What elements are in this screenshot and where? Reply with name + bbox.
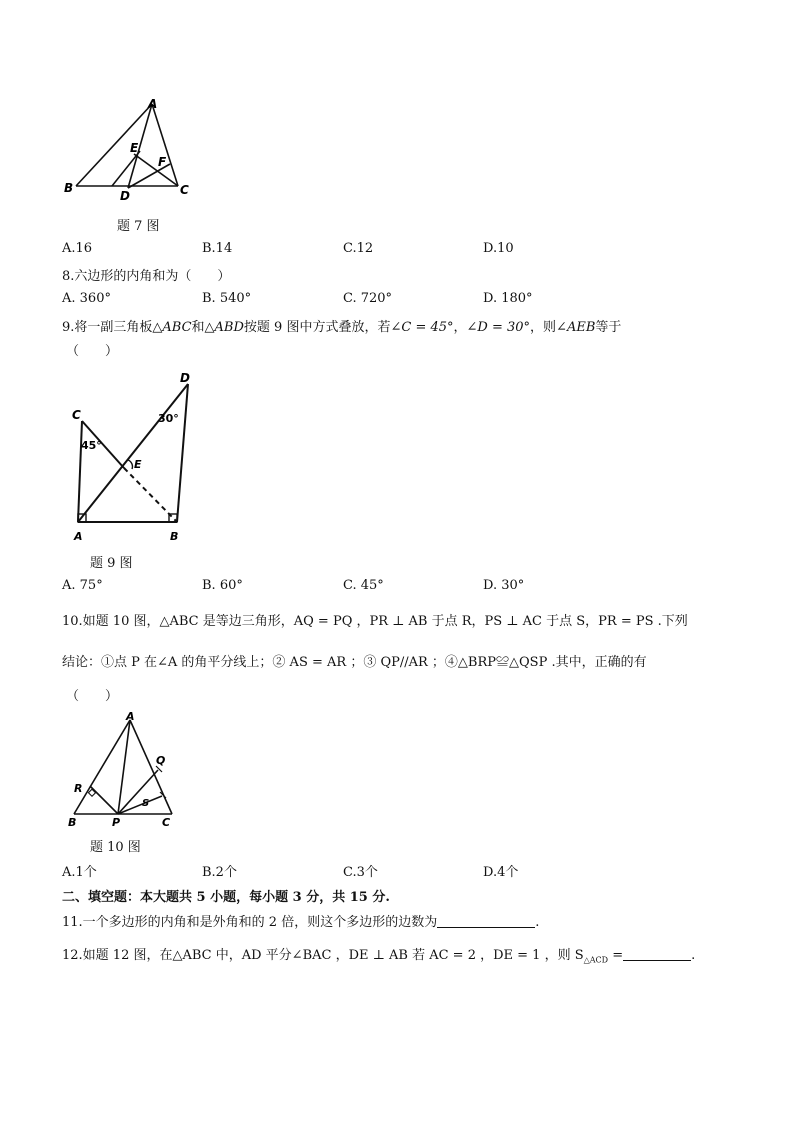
q7-option-d[interactable]: D.10: [483, 241, 514, 256]
fig9-label-c: C: [72, 408, 81, 422]
q12-sub: △ACD: [583, 955, 609, 965]
fig10-caption: 题 10 图: [90, 840, 141, 855]
fig9-label-b: B: [170, 530, 179, 543]
fig7-caption: 题 7 图: [117, 219, 160, 234]
q10-option-d[interactable]: D.4个: [483, 865, 519, 880]
q12-answer-blank[interactable]: [623, 947, 691, 961]
q10-option-a[interactable]: A.1个: [62, 865, 97, 880]
fig7-label-d: D: [120, 189, 130, 203]
fig9-label-d: D: [180, 371, 190, 385]
figure-10: [62, 708, 182, 830]
q9-option-c[interactable]: C. 45°: [343, 578, 384, 593]
q9-stem-d: ，则∠: [530, 320, 567, 335]
figure-9: [62, 368, 202, 546]
q9-ang-d: D = 30°: [477, 320, 531, 335]
fig9-caption: 题 9 图: [90, 556, 133, 571]
q11-answer-blank[interactable]: [437, 914, 535, 928]
fig9-angle-30: 30°: [158, 412, 179, 425]
fig7-label-a: A: [148, 97, 158, 111]
q8-option-c[interactable]: C. 720°: [343, 291, 393, 306]
q12-end: .: [691, 948, 696, 963]
q10-option-b[interactable]: B.2个: [202, 865, 237, 880]
q9-stem: [62, 316, 621, 335]
q8-option-d[interactable]: D. 180°: [483, 291, 533, 306]
fig10-label-b: B: [68, 816, 77, 829]
q9-stem-a: 9.将一副三角板△: [62, 320, 163, 335]
q10-option-c[interactable]: C.3个: [343, 865, 378, 880]
q8-option-b[interactable]: B. 540°: [202, 291, 252, 306]
fig9-label-a: A: [74, 530, 83, 543]
fig10-label-c: C: [162, 816, 171, 829]
q9-sep1: ，∠: [453, 320, 478, 335]
q9-stem-b: 和△: [191, 320, 215, 335]
q9-tri2: ABD: [214, 320, 244, 335]
q7-option-c[interactable]: C.12: [343, 241, 374, 256]
q11-text: 11.一个多边形的内角和是外角和的 2 倍，则这个多边形的边数为: [62, 915, 438, 930]
q9-stem-e: 等于: [595, 320, 622, 335]
figure-7: [62, 96, 202, 208]
q12-eq: =: [608, 948, 624, 963]
q10-paren: （ ）: [66, 689, 119, 704]
q7-option-a[interactable]: A.16: [62, 241, 93, 256]
fig7-label-b: B: [64, 181, 74, 195]
q12-stem: [62, 944, 695, 965]
fig7-label-f: F: [158, 155, 167, 169]
fig10-label-p: P: [112, 816, 121, 829]
section-2-title: 二、填空题：本大题共 5 小题，每小题 3 分，共 15 分.: [62, 890, 390, 905]
fig9-angle-45: 45°: [81, 439, 102, 452]
q11-end: .: [535, 915, 540, 930]
q12-text: 12.如题 12 图，在△ABC 中，AD 平分∠BAC ，DE ⊥ AB 若 AC = 2 ，DE = 1 ，则 S: [62, 948, 584, 963]
q9-option-d[interactable]: D. 30°: [483, 578, 525, 593]
q8-option-a[interactable]: A. 360°: [62, 291, 111, 306]
q9-ang-c: C = 45°: [401, 320, 454, 335]
q9-option-b[interactable]: B. 60°: [202, 578, 243, 593]
q9-ang-aeb: AEB: [566, 320, 596, 335]
q10-line1: 10.如题 10 图，△ABC 是等边三角形，AQ = PQ ，PR ⊥ AB 于点 R，PS ⊥ AC 于点 S，PR = PS .下列: [62, 614, 688, 629]
fig7-label-e: E: [130, 141, 139, 155]
fig9-label-e: E: [134, 458, 142, 471]
q11-stem: [62, 911, 539, 930]
fig10-label-r: R: [74, 782, 83, 795]
fig7-label-c: C: [180, 183, 189, 197]
fig10-label-s: S: [142, 798, 150, 809]
q9-paren: （ ）: [66, 344, 119, 359]
q7-option-b[interactable]: B.14: [202, 241, 233, 256]
q8-stem: 8.六边形的内角和为（ ）: [62, 269, 231, 284]
q9-stem-c: 按题 9 图中方式叠放，若∠: [243, 320, 402, 335]
q10-line2: 结论：①点 P 在∠A 的角平分线上；② AS = AR ；③ QP//AR ；④△BRP≌△QSP .其中，正确的有: [62, 655, 647, 670]
q9-option-a[interactable]: A. 75°: [62, 578, 103, 593]
q9-tri1: ABC: [162, 320, 192, 335]
fig10-label-a: A: [126, 710, 135, 723]
fig10-label-q: Q: [156, 754, 166, 767]
